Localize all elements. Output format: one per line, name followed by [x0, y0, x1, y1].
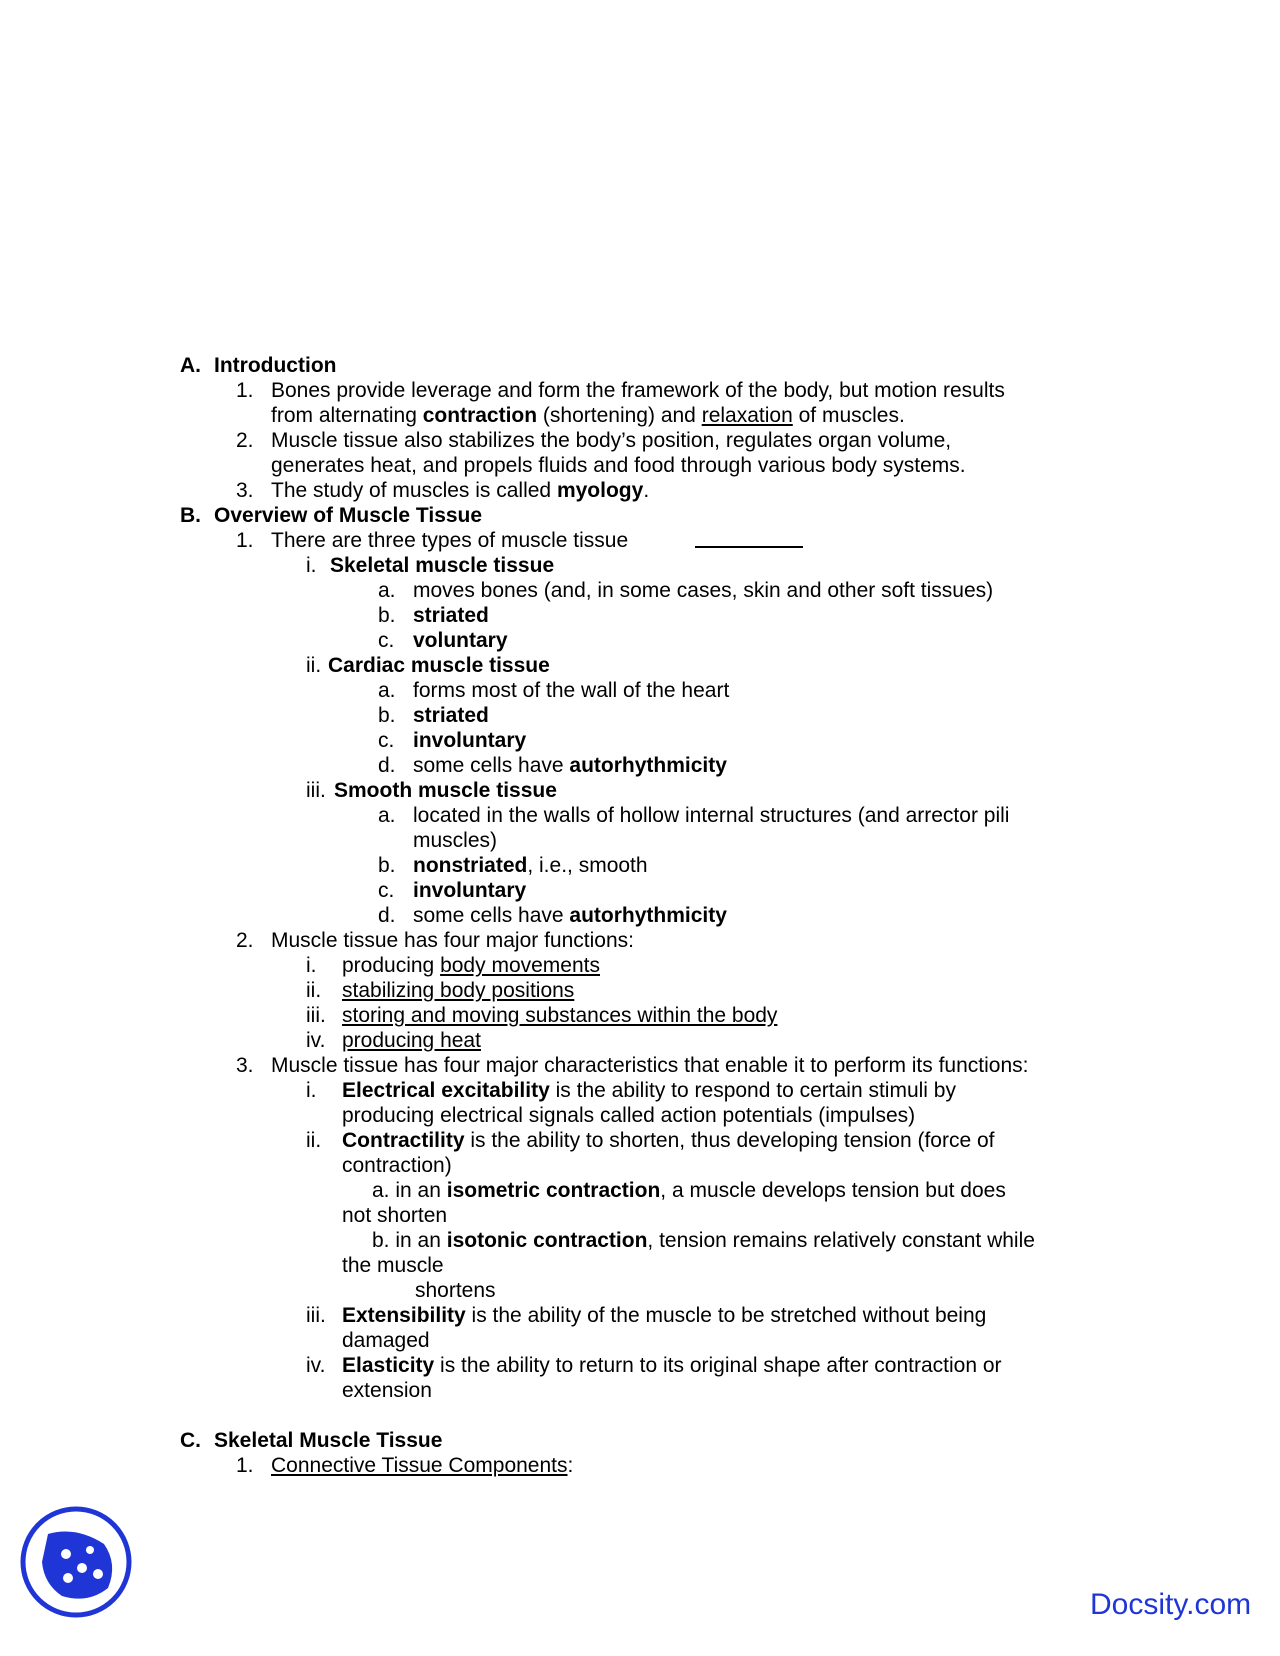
skeletal-b: striated — [413, 604, 489, 627]
intro-num-2: 2. — [236, 429, 254, 452]
intro-num-3: 3. — [236, 479, 254, 502]
letter-c: c. — [378, 729, 395, 752]
char-extensibility-line-2: damaged — [342, 1329, 430, 1352]
docsity-brand-link[interactable]: Docsity.com — [1090, 1588, 1252, 1621]
char-num: iii. — [306, 1304, 326, 1327]
intro-item-1-line-2: from alternating contraction (shortening) and relaxation of muscles. — [271, 404, 905, 427]
char-contractility-line-2: contraction) — [342, 1154, 452, 1177]
intro-item-1-line-1: Bones provide leverage and form the framework of the body, but motion results — [271, 379, 1005, 402]
char-num: ii. — [306, 1129, 322, 1152]
skeletal-title: Skeletal muscle tissue — [330, 554, 555, 577]
cardiac-num: ii. — [306, 654, 322, 677]
intro-num-1: 1. — [236, 379, 254, 402]
function-num: i. — [306, 954, 317, 977]
char-elasticity-line-1: Elasticity is the ability to return to its original shape after contraction or — [342, 1354, 1002, 1377]
fill-in-blank — [695, 528, 803, 554]
function-item: producing heat — [342, 1029, 481, 1052]
smooth-b: nonstriated, i.e., smooth — [413, 854, 648, 877]
overview-num-2: 2. — [236, 929, 254, 952]
letter-c: c. — [378, 629, 395, 652]
characteristics-intro: Muscle tissue has four major characteristics that enable it to perform its functions: — [271, 1054, 1029, 1077]
letter-c: c. — [378, 879, 395, 902]
overview-num-1: 1. — [236, 529, 254, 552]
smooth-num: iii. — [306, 779, 326, 802]
section-c-letter: C. — [180, 1429, 201, 1452]
cardiac-title: Cardiac muscle tissue — [328, 654, 550, 677]
skeletal-num: i. — [306, 554, 317, 577]
char-extensibility-line-1: Extensibility is the ability of the muscle to be stretched without being — [342, 1304, 987, 1327]
cardiac-c: involuntary — [413, 729, 527, 752]
function-item: storing and moving substances within the body — [342, 1004, 778, 1027]
section-c-title: Skeletal Muscle Tissue — [214, 1429, 443, 1452]
isotonic-line-3: shortens — [415, 1279, 496, 1302]
section-a-title: Introduction — [214, 354, 337, 377]
section-b-title: Overview of Muscle Tissue — [214, 504, 483, 527]
function-num: ii. — [306, 979, 322, 1002]
letter-b: b. — [378, 604, 396, 627]
smooth-c: involuntary — [413, 879, 527, 902]
cardiac-b: striated — [413, 704, 489, 727]
cardiac-d: some cells have autorhythmicity — [413, 754, 727, 777]
intro-item-2-line-2: generates heat, and propels fluids and food through various body systems. — [271, 454, 966, 477]
letter-b: b. — [378, 704, 396, 727]
isometric-line-1: a. in an isometric contraction, a muscle develops tension but does — [372, 1179, 1006, 1202]
skeletal-a: moves bones (and, in some cases, skin and other soft tissues) — [413, 579, 994, 602]
intro-item-3: The study of muscles is called myology. — [271, 479, 650, 502]
docsity-logo-icon[interactable] — [18, 1504, 134, 1620]
intro-item-2-line-1: Muscle tissue also stabilizes the body’s position, regulates organ volume, — [271, 429, 952, 452]
function-item: stabilizing body positions — [342, 979, 575, 1002]
smooth-a-line-2: muscles) — [413, 829, 498, 852]
letter-a: a. — [378, 579, 396, 602]
letter-a: a. — [378, 679, 396, 702]
char-elasticity-line-2: extension — [342, 1379, 432, 1402]
letter-b: b. — [378, 854, 396, 877]
letter-a: a. — [378, 804, 396, 827]
smooth-d: some cells have autorhythmicity — [413, 904, 727, 927]
isotonic-line-2: the muscle — [342, 1254, 444, 1277]
types-intro: There are three types of muscle tissue — [271, 529, 629, 552]
connective-tissue-item: Connective Tissue Components: — [271, 1454, 574, 1477]
char-excitability-line-2: producing electrical signals called action potentials (impulses) — [342, 1104, 916, 1127]
section-b-letter: B. — [180, 504, 201, 527]
overview-num-3: 3. — [236, 1054, 254, 1077]
function-num: iv. — [306, 1029, 326, 1052]
char-contractility-line-1: Contractility is the ability to shorten, thus developing tension (force of — [342, 1129, 995, 1152]
cardiac-a: forms most of the wall of the heart — [413, 679, 730, 702]
isometric-line-2: not shorten — [342, 1204, 448, 1227]
char-num: iv. — [306, 1354, 326, 1377]
isotonic-line-1: b. in an isotonic contraction, tension remains relatively constant while — [372, 1229, 1035, 1252]
letter-d: d. — [378, 904, 396, 927]
function-item: producing body movements — [342, 954, 600, 977]
letter-d: d. — [378, 754, 396, 777]
function-num: iii. — [306, 1004, 326, 1027]
functions-intro: Muscle tissue has four major functions: — [271, 929, 634, 952]
smooth-title: Smooth muscle tissue — [334, 779, 557, 802]
skeletal-section-num-1: 1. — [236, 1454, 254, 1477]
section-a-letter: A. — [180, 354, 201, 377]
char-excitability-line-1: Electrical excitability is the ability to respond to certain stimuli by — [342, 1079, 956, 1102]
smooth-a-line-1: located in the walls of hollow internal structures (and arrector pili — [413, 804, 1010, 827]
skeletal-c: voluntary — [413, 629, 508, 652]
char-num: i. — [306, 1079, 317, 1102]
